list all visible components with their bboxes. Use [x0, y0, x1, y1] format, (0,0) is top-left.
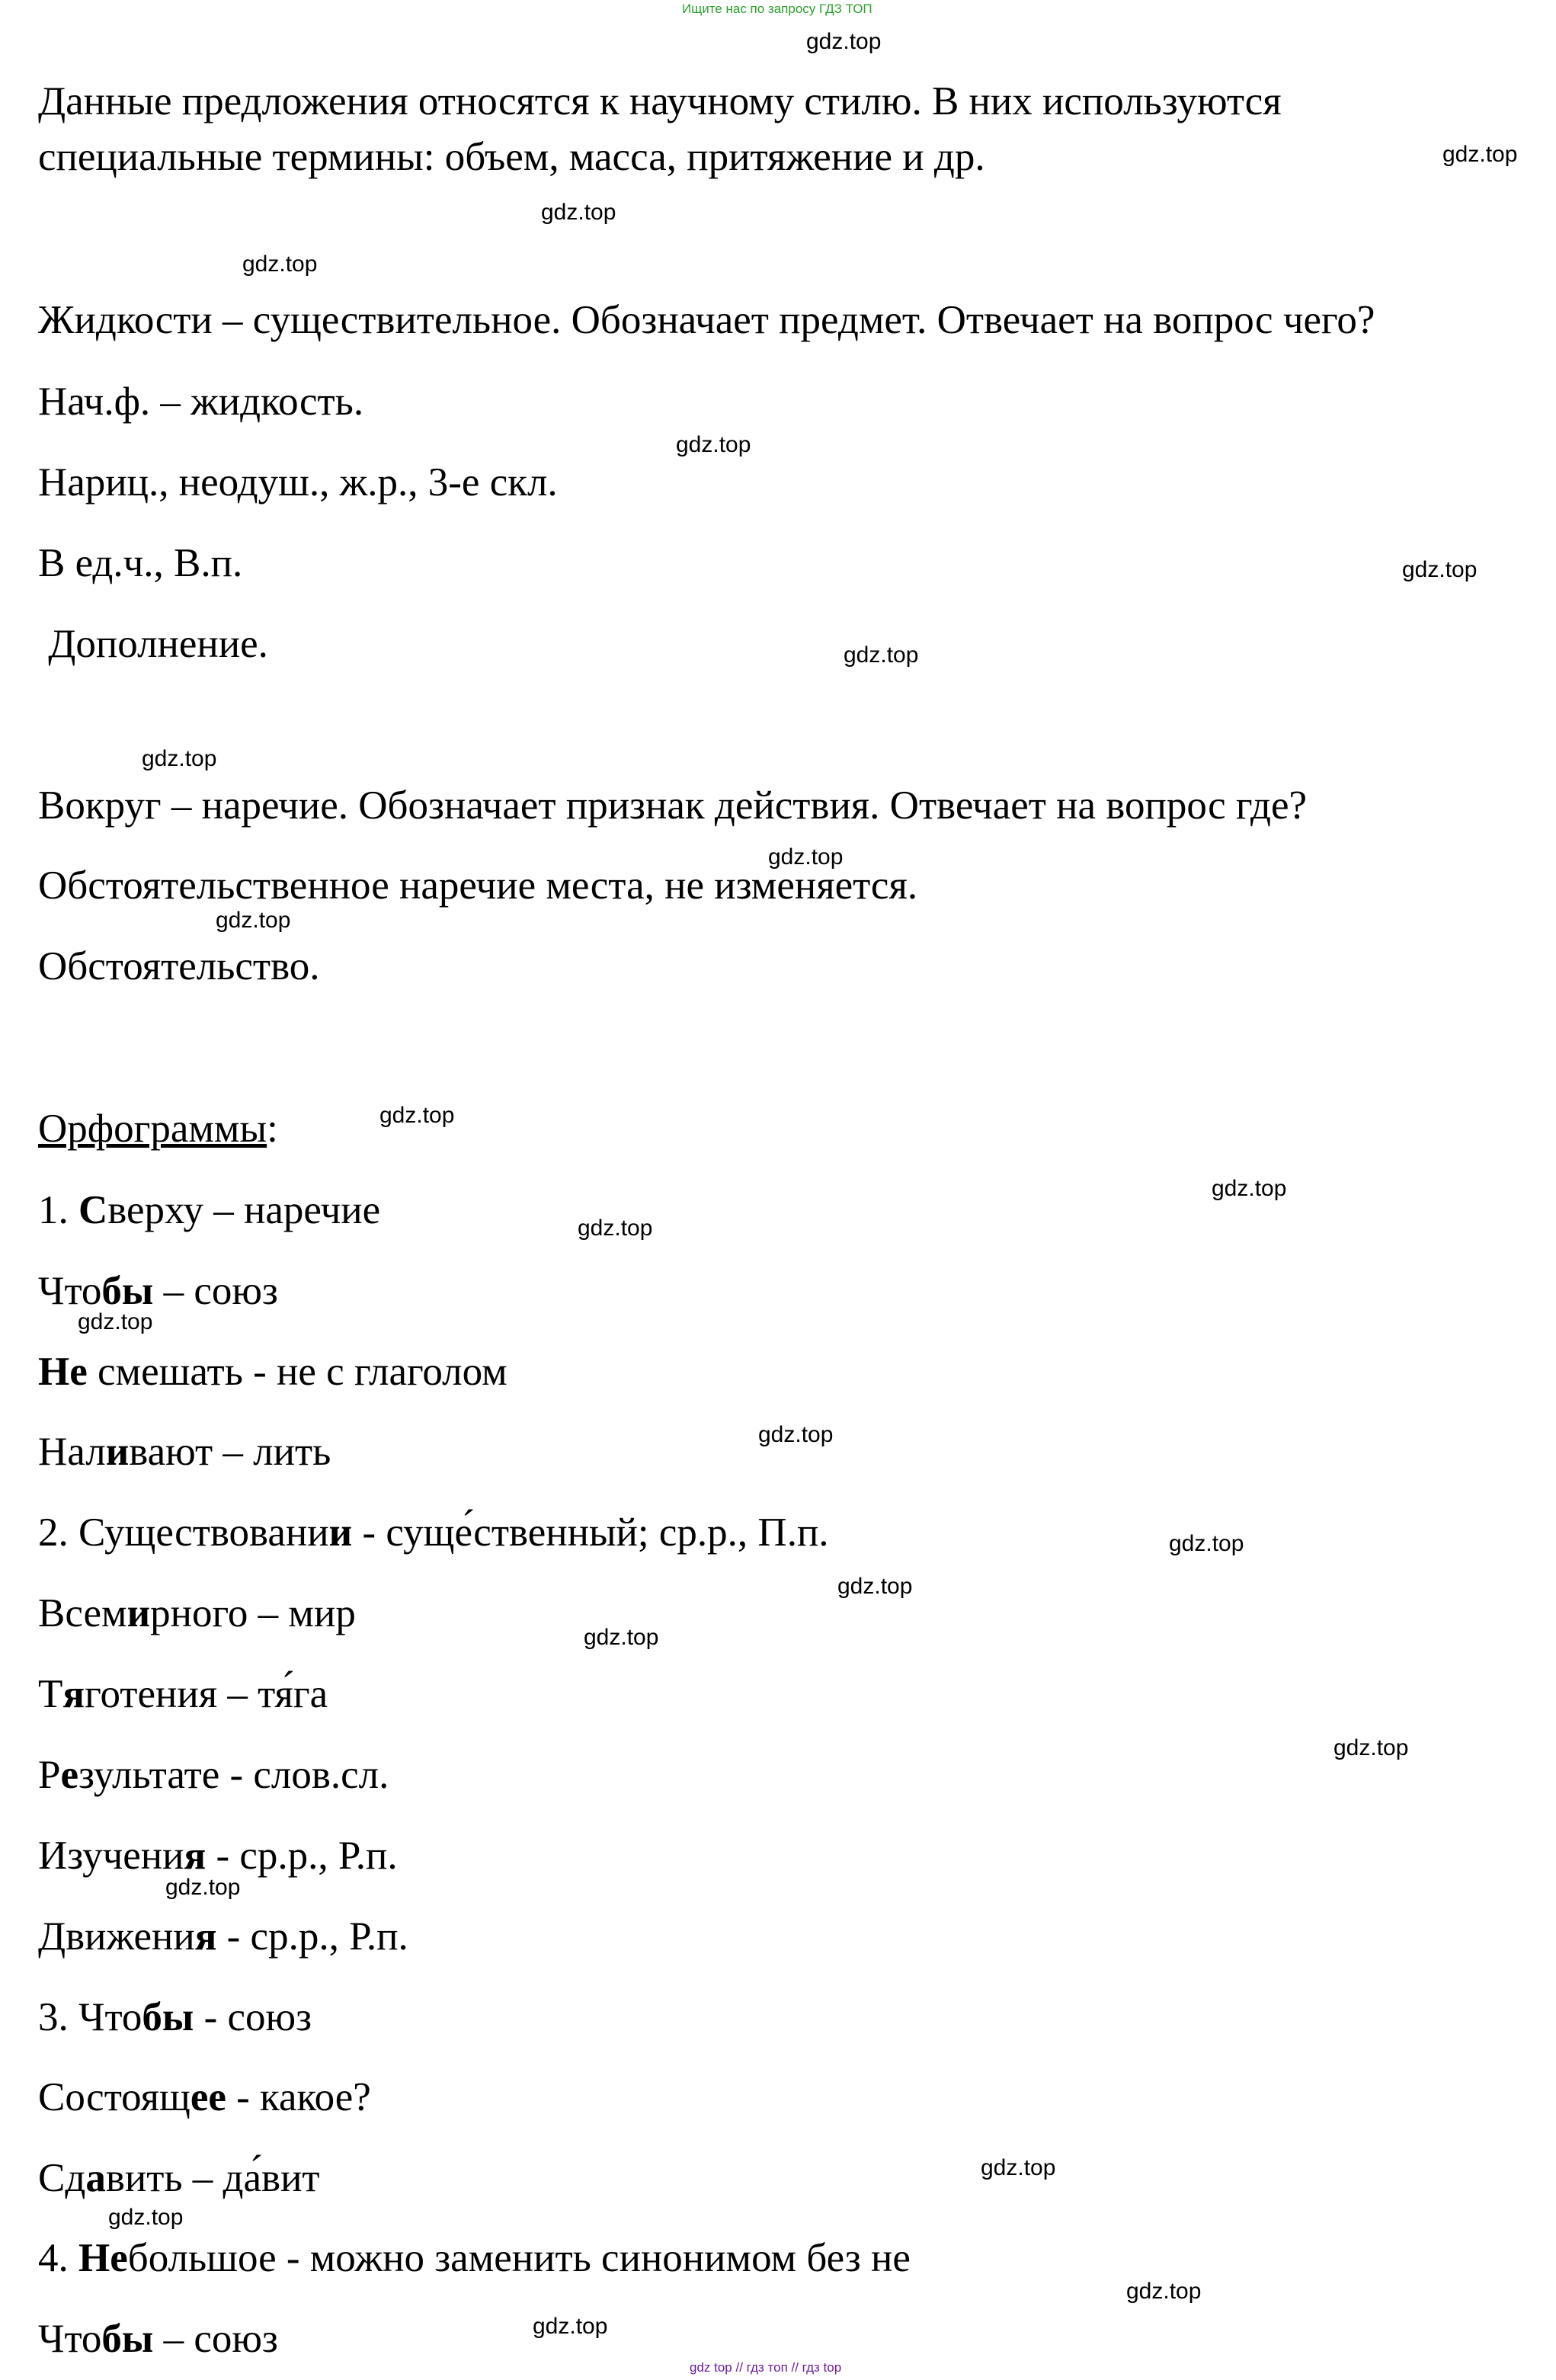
orfo-line-1-rest: верху – наречие [107, 1188, 381, 1232]
orfo-line-12-text: Состоящ [38, 2075, 190, 2119]
watermark: gdz.top [165, 1875, 241, 1900]
orfo-line-14 [38, 2238, 911, 2279]
orfo-line-2-rest: – союз [153, 1269, 278, 1313]
orfo-line-13-bold: а [85, 2156, 106, 2200]
orfo-line-1 [38, 1190, 380, 1231]
orfo-line-15-bold: бы [101, 2317, 154, 2361]
watermark: gdz.top [1333, 1735, 1409, 1760]
watermark: gdz.top [584, 1625, 659, 1650]
orfo-line-4-bold: и [105, 1430, 130, 1474]
watermark: gdz.top [1126, 2279, 1202, 2304]
orfo-line-10-rest: - ср.р., Р.п. [216, 1914, 408, 1959]
orfo-line-4-rest: вают – лить [129, 1430, 331, 1474]
bottom-banner: gdz top // гдз топ // гдз top [690, 2360, 842, 2375]
orfo-line-2 [38, 1271, 278, 1312]
watermark: gdz.top [676, 432, 751, 457]
orfo-line-5 [38, 1510, 829, 1555]
zhidkosti-line-5: Дополнение. [38, 622, 268, 666]
orfogrammy-colon: : [267, 1107, 278, 1151]
watermark: gdz.top [1442, 142, 1518, 167]
orfo-line-7-bold: я [62, 1672, 85, 1716]
orfo-line-7-rest: готения – тя́га [85, 1672, 328, 1716]
watermark: gdz.top [1402, 557, 1478, 582]
orfo-line-12 [38, 2077, 371, 2118]
orfo-line-5-text: 2. Существовани [38, 1510, 329, 1555]
vokrug-line-3: Обстоятельство. [38, 944, 320, 988]
orfo-line-11 [38, 1997, 312, 2038]
orfo-line-7 [38, 1674, 328, 1715]
orfo-line-13 [38, 2158, 320, 2199]
orfo-line-10-text: Движени [38, 1914, 195, 1959]
orfo-line-13-rest: вить – да́вит [105, 2156, 320, 2200]
orfogrammy-heading-text: Орфограммы [38, 1107, 267, 1151]
orfo-line-3-rest: смешать - не с глаголом [87, 1350, 507, 1394]
watermark: gdz.top [837, 1574, 913, 1599]
orfo-line-15 [38, 2319, 278, 2359]
orfo-line-6-text: Всем [38, 1591, 127, 1635]
orfo-line-11-bold: бы [142, 1995, 194, 2039]
watermark: gdz.top [768, 844, 844, 870]
orfo-line-9-text: Изучени [38, 1834, 184, 1878]
orfo-line-9-rest: - ср.р., Р.п. [206, 1834, 398, 1878]
watermark: gdz.top [758, 1422, 834, 1447]
orfo-line-11-text: 3. Что [38, 1995, 142, 2039]
orfo-line-4-text: Нал [38, 1430, 106, 1474]
watermark: gdz.top [578, 1216, 653, 1241]
watermark: gdz.top [216, 908, 291, 933]
watermark: gdz.top [1212, 1176, 1287, 1201]
watermark: gdz.top [108, 2205, 184, 2230]
orfo-line-14-bold: Не [78, 2236, 128, 2280]
intro-line-2: специальные термины: объем, масса, притяжение и др. [38, 135, 985, 179]
orfo-line-12-rest: - какое? [226, 2075, 371, 2119]
orfo-line-2-text: Что [38, 1269, 102, 1313]
vokrug-line-2: Обстоятельственное наречие места, не изменяется. [38, 863, 918, 908]
watermark: gdz.top [242, 251, 318, 277]
orfo-line-9 [38, 1836, 398, 1876]
orfo-line-3 [38, 1352, 507, 1392]
orfo-line-6-bold: и [126, 1591, 151, 1635]
orfo-line-7-text: Т [38, 1672, 63, 1716]
watermark: gdz.top [844, 642, 919, 668]
orfo-line-2-bold: бы [101, 1269, 154, 1313]
orfo-line-1-text: 1. [38, 1188, 78, 1232]
intro-line-1: Данные предложения относятся к научному стилю. В них используются [38, 79, 1282, 123]
orfo-line-14-text: 4. [38, 2236, 78, 2280]
orfo-line-9-bold: я [184, 1834, 207, 1878]
orfo-line-10 [38, 1914, 408, 1959]
watermark: gdz.top [981, 2155, 1056, 2180]
orfo-line-1-bold: С [78, 1188, 108, 1232]
watermark: gdz.top [806, 29, 882, 54]
orfogrammy-heading [38, 1109, 278, 1149]
watermark: gdz.top [533, 2314, 608, 2339]
zhidkosti-line-1: Жидкости – существительное. Обозначает предмет. Отвечает на вопрос чего? [38, 298, 1375, 342]
orfo-line-3-bold: Не [38, 1350, 88, 1394]
watermark: gdz.top [142, 746, 217, 771]
orfo-line-5-bold: и [328, 1510, 353, 1555]
orfo-line-5-rest: - суще́ственный; ср.р., П.п. [352, 1510, 829, 1555]
orfo-line-4 [38, 1432, 331, 1472]
zhidkosti-line-2: Нач.ф. – жидкость. [38, 380, 364, 424]
orfo-line-6 [38, 1591, 356, 1635]
watermark: gdz.top [1169, 1531, 1244, 1556]
orfo-line-15-rest: – союз [153, 2317, 278, 2361]
watermark: gdz.top [78, 1309, 153, 1334]
orfo-line-8-text: Р [38, 1753, 61, 1797]
watermark: gdz.top [541, 200, 616, 225]
orfo-line-11-rest: - союз [194, 1995, 312, 2039]
top-banner: Ищите нас по запросу ГДЗ ТОП [682, 2, 872, 16]
orfo-line-12-bold: ее [190, 2075, 226, 2119]
watermark: gdz.top [379, 1103, 455, 1128]
orfo-line-8-rest: зультате - слов.сл. [78, 1753, 389, 1797]
orfo-line-8-bold: е [60, 1753, 79, 1797]
orfo-line-13-text: Сд [38, 2156, 86, 2200]
zhidkosti-line-3: Нариц., неодуш., ж.р., 3-е скл. [38, 460, 558, 505]
orfo-line-15-text: Что [38, 2317, 102, 2361]
orfo-line-6-rest: рного – мир [150, 1591, 356, 1635]
zhidkosti-line-4: В ед.ч., В.п. [38, 541, 243, 585]
orfo-line-8 [38, 1755, 389, 1795]
vokrug-line-1: Вокруг – наречие. Обозначает признак действия. Отвечает на вопрос где? [38, 783, 1308, 828]
orfo-line-10-bold: я [194, 1914, 217, 1959]
orfo-line-14-rest: большое - можно заменить синонимом без не [127, 2236, 911, 2280]
